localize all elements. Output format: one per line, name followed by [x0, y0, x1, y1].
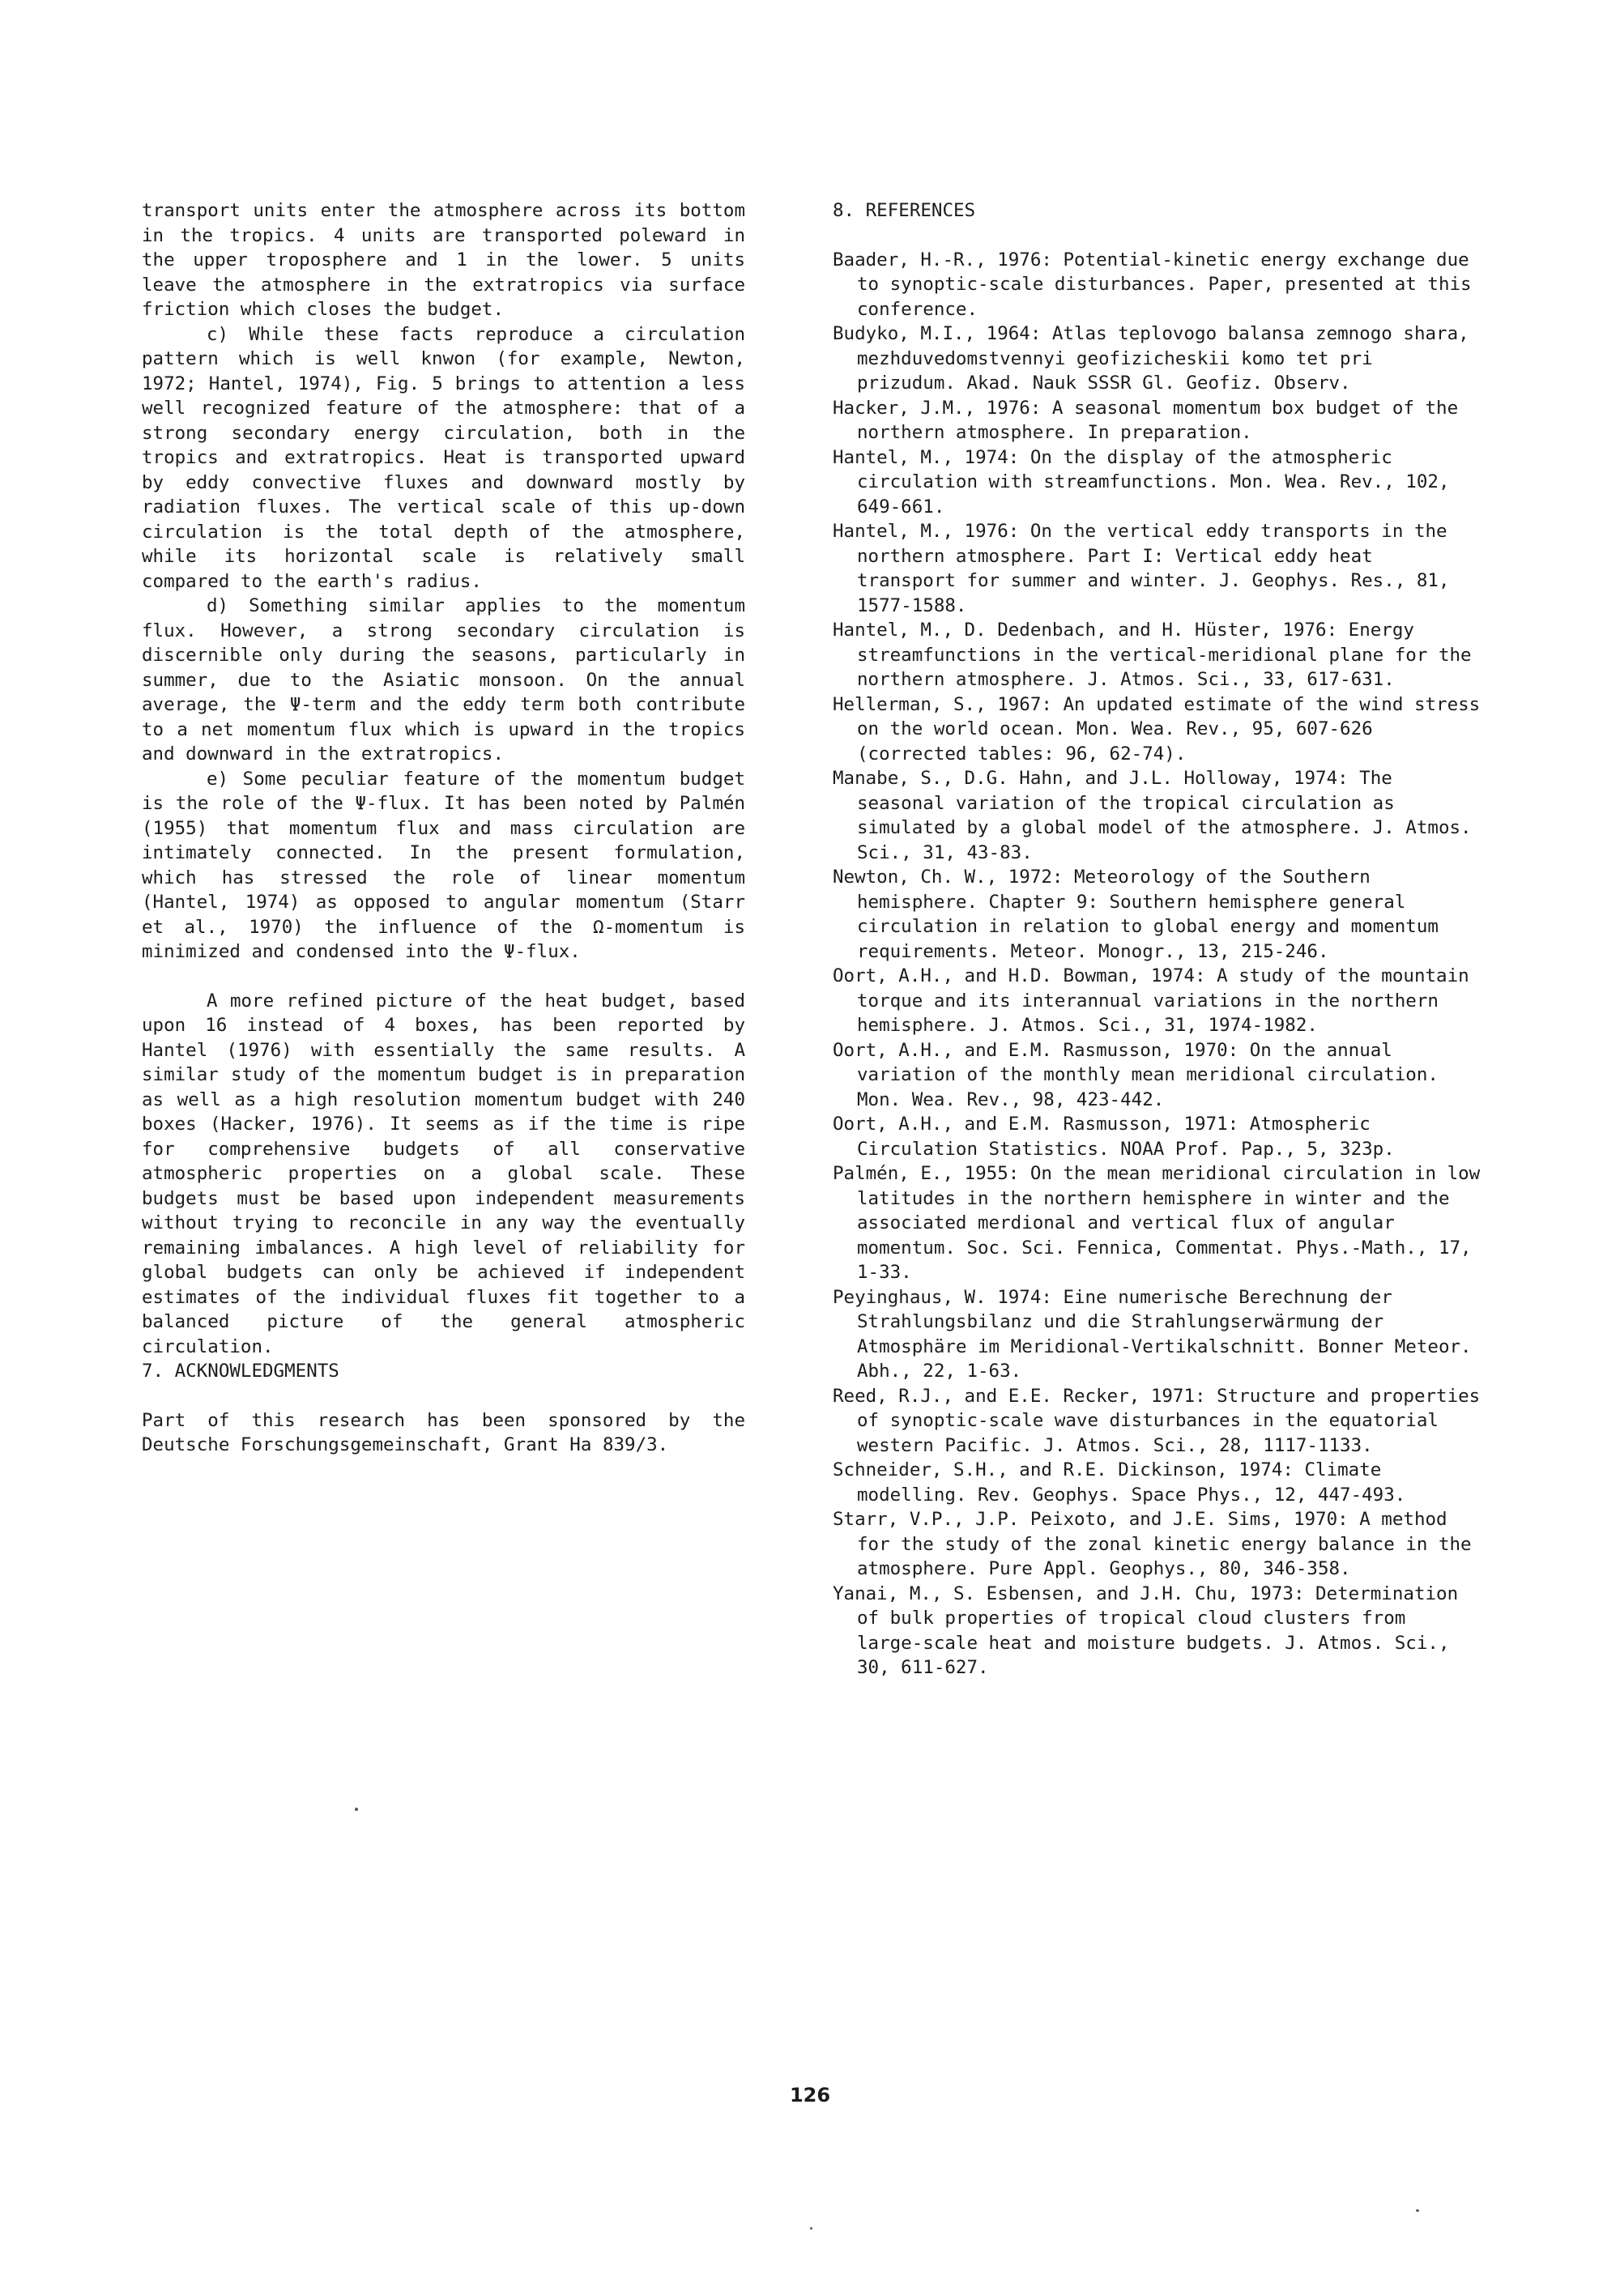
reference-item: Hacker, J.M., 1976: A seasonal momentum box budget of the northern atmosphere. In preparation. [833, 397, 1459, 443]
page-number: 126 [789, 2084, 831, 2106]
scan-speck [355, 1808, 358, 1811]
references-column [833, 198, 1481, 1680]
reference-item: Hantel, M., 1974: On the display of the atmospheric circulation with streamfunctions. Mon. Wea. Rev., 102, 649-661. [833, 446, 1450, 518]
reference-item: Hellerman, S., 1967: An updated estimate of the wind stress on the world ocean. Mon. Wea. Rev., 95, 607-626 (corrected tables: 96, 62-74). [833, 693, 1481, 765]
body-paragraph: A more refined picture of the heat budget, based upon 16 instead of 4 boxes, has been reported by Hantel (1976) with essentially the same results. A similar study of the momentum budget is in preparation as well as a high resolution momentum budget with 240 boxes (Hacker, 1976). It seems as if the time is ripe for comprehensive budgets of all conservative atmospheric properties on a global scale. These budgets must be based upon independent measurements without trying to reconcile in any way the eventually remaining imbalances. A high level of reliability for global budgets can only be achieved if independent estimates of the individual fluxes fit together to a balanced picture of the general atmospheric circulation. [142, 990, 745, 1357]
reference-item: Hantel, M., 1976: On the vertical eddy transports in the northern atmosphere. Part I: Vertical eddy heat transport for summer and winter. J. Geophys. Res., 81, 1577-1588. [833, 521, 1450, 616]
left-column [142, 198, 745, 1458]
scan-speck [810, 2227, 812, 2230]
reference-item: Reed, R.J., and E.E. Recker, 1971: Structure and properties of synoptic-scale wave disturbances in the equatorial western Pacific. J. Atmos. Sci., 28, 1117-1133. [833, 1385, 1481, 1456]
body-paragraph: d) Something similar applies to the momentum flux. However, a strong secondary circulation is discernible only during the seasons, particularly in summer, due to the Asiatic monsoon. On the annual average, the Ψ-term and the eddy term both contribute to a net momentum flux which is upward in the tropics and downward in the extratropics. [142, 595, 745, 765]
reference-item: Budyko, M.I., 1964: Atlas teplovogo balansa zemnogo shara, mezhduvedomstvennyi geofizicheskii komo tet pri prizudum. Akad. Nauk SSSR Gl. Geofiz. Observ. [833, 323, 1469, 394]
section-heading: 7. ACKNOWLEDGMENTS [142, 1361, 339, 1382]
reference-item: Manabe, S., D.G. Hahn, and J.L. Holloway, 1974: The seasonal variation of the tropical circulation as simulated by a global model of the atmosphere. J. Atmos. Sci., 31, 43-83. [833, 768, 1472, 863]
references-heading: 8. REFERENCES [833, 200, 976, 221]
body-paragraph: transport units enter the atmosphere across its bottom in the tropics. 4 units are transported poleward in the upper troposphere and 1 in the lower. 5 units leave the atmosphere in the extratropics via surface friction which closes the budget. [142, 200, 745, 320]
scan-speck [1416, 2209, 1419, 2212]
reference-item: Hantel, M., D. Dedenbach, and H. Hüster, 1976: Energy streamfunctions in the vertical-meridional plane for the northern atmosphere. J. Atmos. Sci., 33, 617-631. [833, 620, 1472, 690]
reference-item: Newton, Ch. W., 1972: Meteorology of the Southern hemisphere. Chapter 9: Southern hemisphere general circulation in relation to global energy and momentum requirements. Meteor. Monogr., 13, 215-246. [833, 867, 1439, 962]
reference-item: Oort, A.H., and E.M. Rasmusson, 1970: On the annual variation of the monthly mean meridional circulation. Mon. Wea. Rev., 98, 423-442. [833, 1039, 1439, 1110]
reference-item: Oort, A.H., and H.D. Bowman, 1974: A study of the mountain torque and its interannual variations in the northern hemisphere. J. Atmos. Sci., 31, 1974-1982. [833, 965, 1469, 1036]
reference-item: Palmén, E., 1955: On the mean meridional circulation in low latitudes in the northern hemisphere in winter and the associated merdional and vertical flux of angular momentum. Soc. Sci. Fennica, Commentat. Phys.-Math., 17, 1-33. [833, 1163, 1481, 1283]
body-paragraph: e) Some peculiar feature of the momentum budget is the role of the Ψ-flux. It has been noted by Palmén (1955) that momentum flux and mass circulation are intimately connected. In the present formulation, which has stressed the role of linear momentum (Hantel, 1974) as opposed to angular momentum (Starr et al., 1970) the influence of the Ω-momentum is minimized and condensed into the Ψ-flux. [142, 768, 745, 962]
reference-item: Peyinghaus, W. 1974: Eine numerische Berechnung der Strahlungsbilanz und die Strahlungserwärmung der Atmosphäre im Meridional-Vertikalschnitt. Bonner Meteor. Abh., 22, 1-63. [833, 1286, 1472, 1382]
body-paragraph: c) While these facts reproduce a circulation pattern which is well knwon (for example, Newton, 1972; Hantel, 1974), Fig. 5 brings to attention a less well recognized feature of the atmosphere: that of a strong secondary energy circulation, both in the tropics and extratropics. Heat is transported upward by eddy convective fluxes and downward mostly by radiation fluxes. The vertical scale of this up-down circulation is the total depth of the atmosphere, while its horizontal scale is relatively small compared to the earth's radius. [142, 323, 745, 592]
reference-item: Starr, V.P., J.P. Peixoto, and J.E. Sims, 1970: A method for the study of the zonal kinetic energy balance in the atmosphere. Pure Appl. Geophys., 80, 346-358. [833, 1509, 1472, 1579]
reference-item: Oort, A.H., and E.M. Rasmusson, 1971: Atmospheric Circulation Statistics. NOAA Prof. Pap., 5, 323p. [833, 1114, 1395, 1160]
body-paragraph: Part of this research has been sponsored by the Deutsche Forschungsgemeinschaft, Grant Ha 839/3. [142, 1409, 745, 1455]
reference-list [833, 248, 1481, 1680]
reference-item: Baader, H.-R., 1976: Potential-kinetic energy exchange due to synoptic-scale disturbances. Paper, presented at this conference. [833, 249, 1472, 320]
reference-item: Schneider, S.H., and R.E. Dickinson, 1974: Climate modelling. Rev. Geophys. Space Phys., 12, 447-493. [833, 1459, 1406, 1506]
reference-item: Yanai, M., S. Esbensen, and J.H. Chu, 1973: Determination of bulk properties of tropical cloud clusters from large-scale heat and moisture budgets. J. Atmos. Sci., 30, 611-627. [833, 1582, 1459, 1678]
